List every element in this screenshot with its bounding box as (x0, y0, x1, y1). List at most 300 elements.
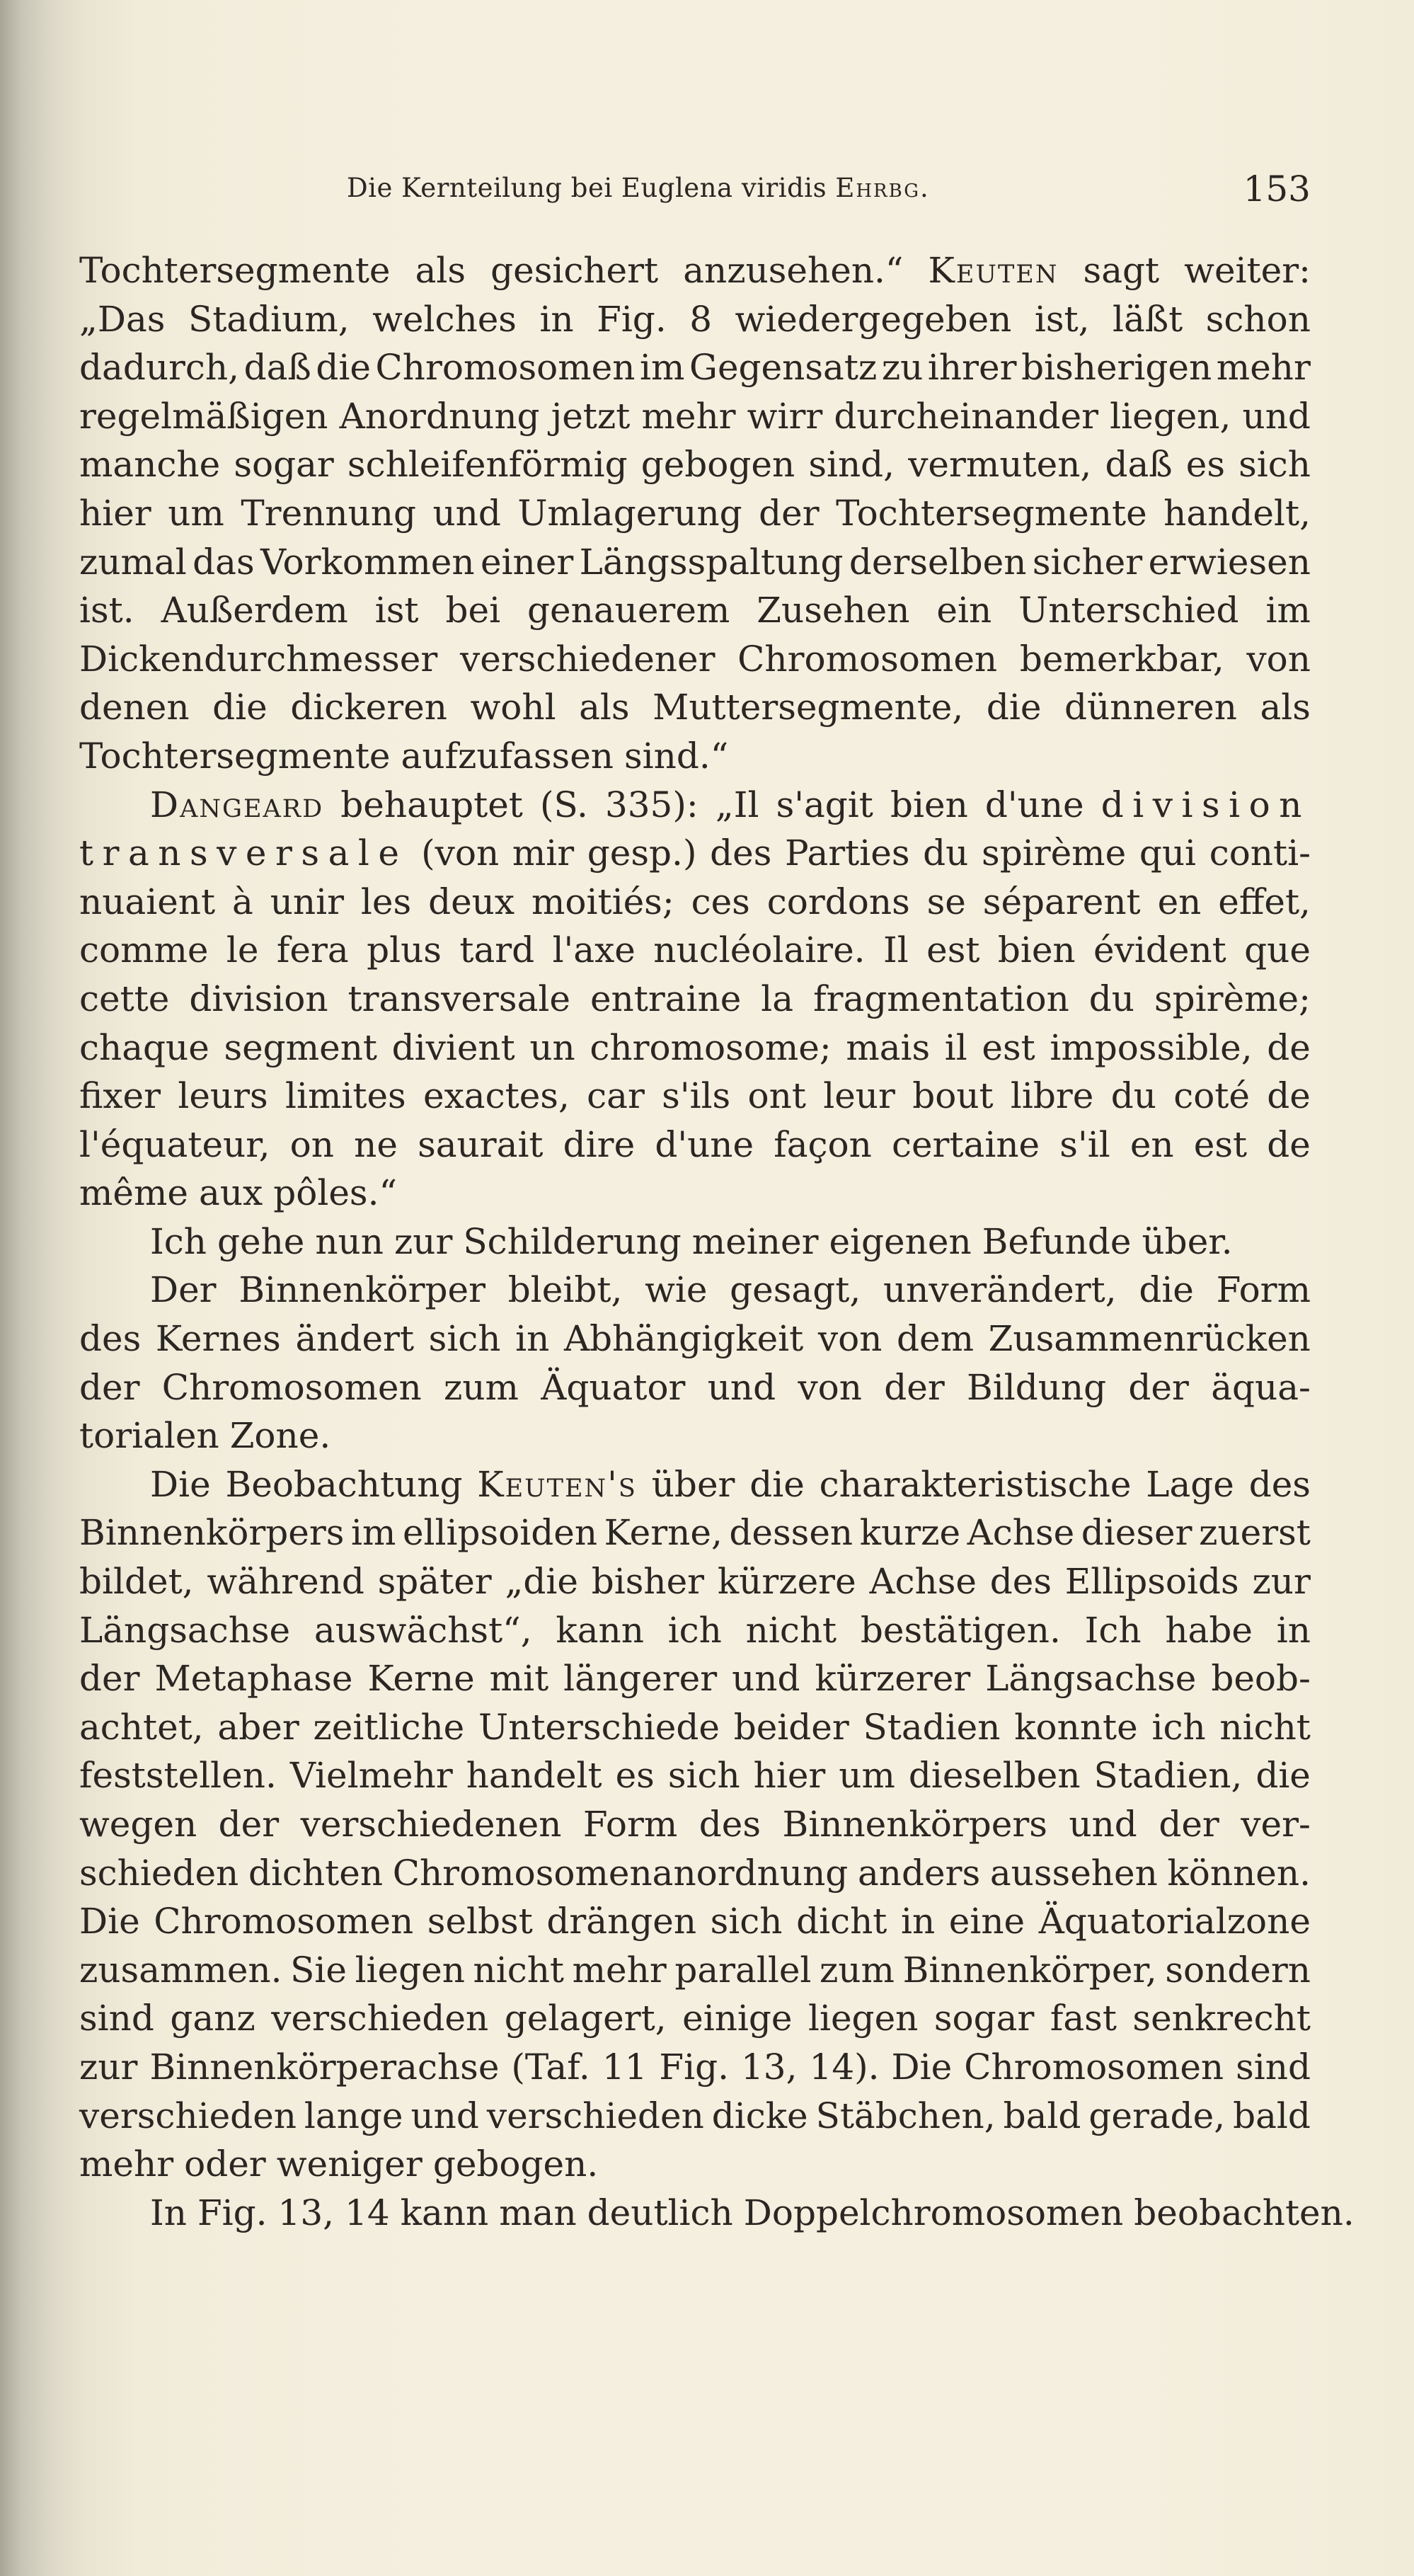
word: durcheinander (834, 395, 1098, 437)
word: Chromosomen (154, 1901, 414, 1942)
text-line (79, 1703, 1311, 1752)
word: il (944, 1026, 967, 1068)
text-line (79, 1315, 1311, 1363)
word: der (79, 1366, 140, 1408)
word: mehr (572, 1949, 667, 1991)
text-line (79, 1800, 1311, 1849)
word: fixer (79, 1075, 161, 1117)
word: kann (556, 1609, 644, 1651)
word: zu (881, 347, 924, 389)
word: mir (512, 832, 575, 874)
word: dichten (248, 1852, 384, 1894)
word: deux (428, 881, 515, 922)
word: verschieden (486, 2095, 704, 2136)
word: l'équateur, (79, 1123, 270, 1165)
word: bien (890, 784, 968, 825)
word: bout (912, 1075, 994, 1117)
word: beobachten. (1134, 2192, 1355, 2233)
word: Parties (785, 832, 910, 874)
word: Achse (869, 1561, 977, 1603)
word: bien (997, 929, 1076, 971)
word: sich (710, 1901, 783, 1942)
word: Tochtersegmente (79, 250, 391, 291)
text-line (79, 1897, 1311, 1946)
word: erwiesen (1148, 541, 1311, 583)
word: Kernes (155, 1318, 281, 1360)
word: Längsspaltung (579, 541, 844, 583)
word: weniger (276, 2143, 423, 2185)
word: Tochtersegmente (79, 735, 391, 777)
word: und (432, 492, 501, 534)
word: verschieden (271, 1998, 489, 2039)
word: à (232, 881, 253, 922)
word: zusammen. (79, 1949, 282, 1991)
word: oder (184, 2143, 266, 2185)
word: fast (1050, 1998, 1117, 2039)
word: conti- (1209, 832, 1311, 874)
text-line (79, 683, 1311, 732)
word: beider (733, 1706, 849, 1748)
word: dem (897, 1318, 975, 1360)
word: divient (391, 1026, 515, 1068)
word: wegen (79, 1804, 197, 1845)
word: Binnenkörpers (79, 1512, 345, 1554)
word: moitiés; (531, 881, 674, 922)
word: mehr (641, 395, 736, 437)
word: und (1242, 395, 1311, 437)
word: leurs (178, 1075, 268, 1117)
word: Längsachse (79, 1609, 291, 1651)
word: nun (315, 1220, 384, 1262)
word: chaque (79, 1026, 209, 1068)
word: ändert (295, 1318, 415, 1360)
word: du (1110, 1075, 1156, 1117)
word: gesagt, (730, 1269, 861, 1311)
word: effet, (1218, 881, 1311, 922)
word: einer (480, 541, 574, 583)
text-line (79, 1946, 1311, 1995)
text-line (79, 2043, 1311, 2092)
word: certaine (891, 1123, 1040, 1165)
text-line (79, 1072, 1311, 1121)
word: in (1276, 1609, 1311, 1651)
word: zuerst (1199, 1512, 1311, 1554)
word: nicht (745, 1609, 837, 1651)
word: Beobachtung (225, 1463, 463, 1505)
word: ces (691, 881, 750, 922)
word: Chromosomen (161, 1366, 422, 1408)
word: während (207, 1561, 364, 1603)
word: in (900, 1901, 936, 1942)
word: bisherigen (1021, 347, 1212, 389)
word: als (1260, 687, 1311, 728)
word: Die (891, 2046, 953, 2088)
text-line (79, 1751, 1311, 1800)
word: achtet, (79, 1706, 204, 1748)
word: und (707, 1366, 776, 1408)
word: Dickendurchmesser (79, 638, 438, 680)
word: der (1159, 1804, 1219, 1845)
word: libre (1010, 1075, 1094, 1117)
word: daß (243, 347, 311, 389)
word: die (212, 687, 268, 728)
text-line (79, 1169, 1311, 1218)
word: évident (1093, 929, 1226, 971)
word: behauptet (340, 784, 523, 825)
word: division (189, 978, 328, 1019)
word: en (1157, 881, 1202, 922)
word: sich (428, 1318, 501, 1360)
text-line (79, 1412, 1311, 1460)
word: gesichert (490, 250, 659, 291)
word: Stadium, (188, 298, 350, 340)
word: liegen (355, 1949, 465, 1991)
word: kurze (859, 1512, 961, 1554)
text-line (79, 878, 1311, 927)
word: gebogen (640, 444, 795, 486)
word: verschieden (79, 2095, 297, 2136)
running-title-author: Ehrbg. (835, 173, 930, 203)
text-line (79, 1509, 1311, 1557)
word: von (798, 1366, 862, 1408)
text-line (79, 781, 1311, 830)
word: es (1185, 444, 1226, 486)
word: zumal (79, 541, 187, 583)
word: habe (1165, 1609, 1253, 1651)
word: Äquator (541, 1366, 686, 1408)
word: man (499, 2192, 577, 2233)
word: schieden (79, 1852, 239, 1894)
word: Stadien, (1093, 1755, 1243, 1797)
running-header (79, 168, 1311, 211)
word: und (1069, 1804, 1137, 1845)
word: der (884, 1366, 945, 1408)
word: leur (823, 1075, 895, 1117)
word: im (1265, 590, 1311, 631)
word: gehe (217, 1220, 305, 1262)
word: In (150, 2192, 187, 2233)
word: Vielmehr (289, 1755, 453, 1797)
word: 13, (277, 2192, 335, 2233)
word: von (1246, 638, 1311, 680)
word: bisher (591, 1561, 705, 1603)
word: bildet, (79, 1561, 194, 1603)
word: (Taf. (511, 2046, 590, 2088)
word: über. (1142, 1220, 1233, 1262)
word: (von (421, 832, 500, 874)
word: äqua- (1211, 1366, 1311, 1408)
word: bald (1003, 2095, 1081, 2136)
word: des (710, 832, 772, 874)
word: Bildung (967, 1366, 1107, 1408)
word: 14). (809, 2046, 880, 2088)
word: 8 (689, 298, 713, 340)
word: on (289, 1123, 334, 1165)
word: Dangeard (150, 784, 324, 825)
word: 14 (345, 2192, 390, 2233)
word: s'agit (776, 784, 873, 825)
word: Fig. (597, 298, 667, 340)
word: Keuten (928, 250, 1059, 291)
word: dessen (729, 1512, 853, 1554)
word: bei (445, 590, 501, 631)
word: nuaient (79, 881, 216, 922)
word: verschiedenen (300, 1804, 562, 1845)
word: genauerem (527, 590, 730, 631)
word: est (926, 929, 980, 971)
word: zur (1252, 1561, 1311, 1603)
word: impossible, (1050, 1026, 1253, 1068)
word: Umlagerung (517, 492, 742, 534)
word: du (1088, 978, 1134, 1019)
word: Zone. (229, 1415, 331, 1457)
word: Befunde (982, 1220, 1132, 1262)
word: Chromosomenanordnung (392, 1852, 849, 1894)
text-line (79, 1266, 1311, 1315)
word: der (1128, 1366, 1189, 1408)
word: gesp.) (587, 832, 697, 874)
word: cette (79, 978, 170, 1019)
text-line (79, 489, 1311, 538)
word: und (732, 1658, 800, 1700)
word: dieselben (908, 1755, 1081, 1797)
word: mehr (79, 2143, 174, 2185)
word: als (579, 687, 630, 728)
word: einige (682, 1998, 793, 2039)
word: Stäbchen, (815, 2095, 996, 2136)
word: Kerne, (604, 1512, 723, 1554)
text-line (79, 1121, 1311, 1169)
word: Binnenkörperachse (149, 2046, 500, 2088)
word: pôles.“ (273, 1172, 398, 1214)
word: „Das (79, 298, 166, 340)
word: sicher (1032, 541, 1143, 583)
word: wirr (747, 395, 823, 437)
word: ihrer (927, 347, 1017, 389)
word: sondern (1165, 1949, 1311, 1991)
word: ist, (1034, 298, 1090, 340)
text-line (79, 586, 1311, 635)
word: bemerkbar, (1019, 638, 1224, 680)
word: die (1139, 1269, 1194, 1311)
word: kann (400, 2192, 489, 2233)
word: dickeren (290, 687, 447, 728)
word: s'ils (662, 1075, 731, 1117)
word: Keuten's (477, 1463, 637, 1505)
word: handelt (466, 1755, 602, 1797)
text-line (79, 975, 1311, 1024)
word: die (316, 347, 371, 389)
word: in (515, 1318, 550, 1360)
word: kürzerer (815, 1658, 971, 1700)
word: d'une (655, 1123, 754, 1165)
word: feststellen. (79, 1755, 277, 1797)
text-line (79, 732, 1311, 781)
word: über (651, 1463, 735, 1505)
word: fera (276, 929, 349, 971)
text-line (79, 2092, 1311, 2141)
word: vermuten, (908, 444, 1092, 486)
word: dicht (796, 1901, 887, 1942)
word: saurait (418, 1123, 544, 1165)
word: sind.“ (624, 735, 729, 777)
word: en (1130, 1123, 1174, 1165)
word: Ich (1084, 1609, 1142, 1651)
text-line (79, 1460, 1311, 1509)
word: sogar (234, 444, 334, 486)
word: des (699, 1804, 761, 1845)
body-text (79, 246, 1355, 2237)
word: manche (79, 444, 221, 486)
word: unir (270, 881, 345, 922)
word: ellipsoiden (402, 1512, 598, 1554)
word: bleibt, (507, 1269, 623, 1311)
word: liegen (807, 1998, 919, 2039)
word: Die (79, 1901, 140, 1942)
word: limites (284, 1075, 406, 1117)
word: 13, (741, 2046, 798, 2088)
text-line (79, 1654, 1311, 1703)
word: wie (645, 1269, 708, 1311)
word: cordons (766, 881, 910, 922)
word: daß (1105, 444, 1173, 486)
word: Fig. (197, 2192, 268, 2233)
word: Kerne (367, 1658, 475, 1700)
word: Längsachse (985, 1658, 1197, 1700)
text-line (79, 926, 1311, 975)
word: Fig. (659, 2046, 730, 2088)
word: Lage (1146, 1463, 1234, 1505)
word: de (1267, 1075, 1311, 1117)
word: Form (582, 1804, 678, 1845)
word: können. (1167, 1852, 1311, 1894)
word: façon (774, 1123, 872, 1165)
word: 335): (604, 784, 699, 825)
word: sich (667, 1755, 740, 1797)
word: wohl (470, 687, 556, 728)
word: sind (1236, 2046, 1311, 2088)
word: anders (858, 1852, 981, 1894)
word: die (986, 687, 1042, 728)
word: der (759, 492, 820, 534)
word: dünneren (1064, 687, 1237, 728)
running-title-main: Die Kernteilung bei Euglena viridis (347, 173, 836, 203)
word: ich (667, 1609, 722, 1651)
word: Binnenkörper (238, 1269, 486, 1311)
text-line (79, 392, 1311, 441)
word: mehr (1216, 347, 1311, 389)
word: torialen (79, 1415, 219, 1457)
word: hier (79, 492, 151, 534)
word: que (1244, 929, 1311, 971)
word: ist. (79, 590, 134, 631)
word: wiedergegeben (735, 298, 1012, 340)
word: um (839, 1755, 895, 1797)
word: Metaphase (154, 1658, 353, 1700)
word: nucléolaire. (653, 929, 866, 971)
word: zur (79, 2046, 138, 2088)
text-line (79, 635, 1311, 684)
word: Sie (290, 1949, 347, 1991)
word: aufzufassen (401, 735, 614, 777)
word: qui (1139, 832, 1197, 874)
word: Form (1216, 1269, 1311, 1311)
word: Ich (150, 1220, 207, 1262)
word: deutlich (587, 2192, 733, 2233)
word: des (79, 1318, 142, 1360)
word: Ellipsoids (1064, 1561, 1239, 1603)
word: Unterschiede (478, 1706, 720, 1748)
text-line (79, 829, 1311, 878)
word: die (749, 1463, 805, 1505)
word: die (1255, 1755, 1311, 1797)
text-line (79, 1218, 1311, 1266)
word: nicht (1219, 1706, 1311, 1748)
word: aber (217, 1706, 299, 1748)
word: dicke (711, 2095, 808, 2136)
text-line (79, 538, 1311, 587)
word: mit (489, 1658, 549, 1700)
word: 11 (602, 2046, 648, 2088)
word: du (923, 832, 969, 874)
word: um (168, 492, 224, 534)
word: Der (150, 1269, 217, 1311)
word: und (410, 2095, 479, 2136)
word: Äquatorialzone (1038, 1901, 1311, 1942)
word: „Il (715, 784, 759, 825)
text-line (79, 440, 1311, 489)
word: Muttersegmente, (653, 687, 964, 728)
word: gelagert, (504, 1998, 667, 2039)
word: derselben (849, 541, 1027, 583)
text-line (79, 1024, 1311, 1072)
word: exactes, (423, 1075, 570, 1117)
word: segment (224, 1026, 377, 1068)
word: längerer (563, 1658, 718, 1700)
word: aux (199, 1172, 263, 1214)
word: hier (753, 1755, 826, 1797)
word: charakteristische (819, 1463, 1132, 1505)
word: zur (393, 1220, 453, 1262)
word: der (79, 1658, 140, 1700)
word: des (1248, 1463, 1311, 1505)
word: ont (747, 1075, 806, 1117)
word: ein (936, 590, 992, 631)
text-line (79, 1363, 1311, 1412)
word: transversale (347, 978, 570, 1019)
text-line (79, 2140, 1311, 2189)
word: „die (505, 1561, 578, 1603)
word: anzusehen.“ (683, 250, 904, 291)
word: jetzt (551, 395, 631, 437)
word: Die (150, 1463, 211, 1505)
word: meiner (691, 1220, 819, 1262)
word: division (1100, 784, 1311, 825)
word: ver- (1241, 1804, 1311, 1845)
word: später (377, 1561, 492, 1603)
word: l'axe (552, 929, 636, 971)
word: un (529, 1026, 575, 1068)
word: ganz (170, 1998, 255, 2039)
word: se (926, 881, 966, 922)
word: zum (820, 1949, 895, 1991)
word: regelmäßigen (79, 395, 328, 437)
text-line (79, 1606, 1311, 1655)
word: Binnenkörper, (902, 1949, 1157, 1991)
word: ich (1151, 1706, 1206, 1748)
word: des (989, 1561, 1052, 1603)
word: Schilderung (463, 1220, 682, 1262)
